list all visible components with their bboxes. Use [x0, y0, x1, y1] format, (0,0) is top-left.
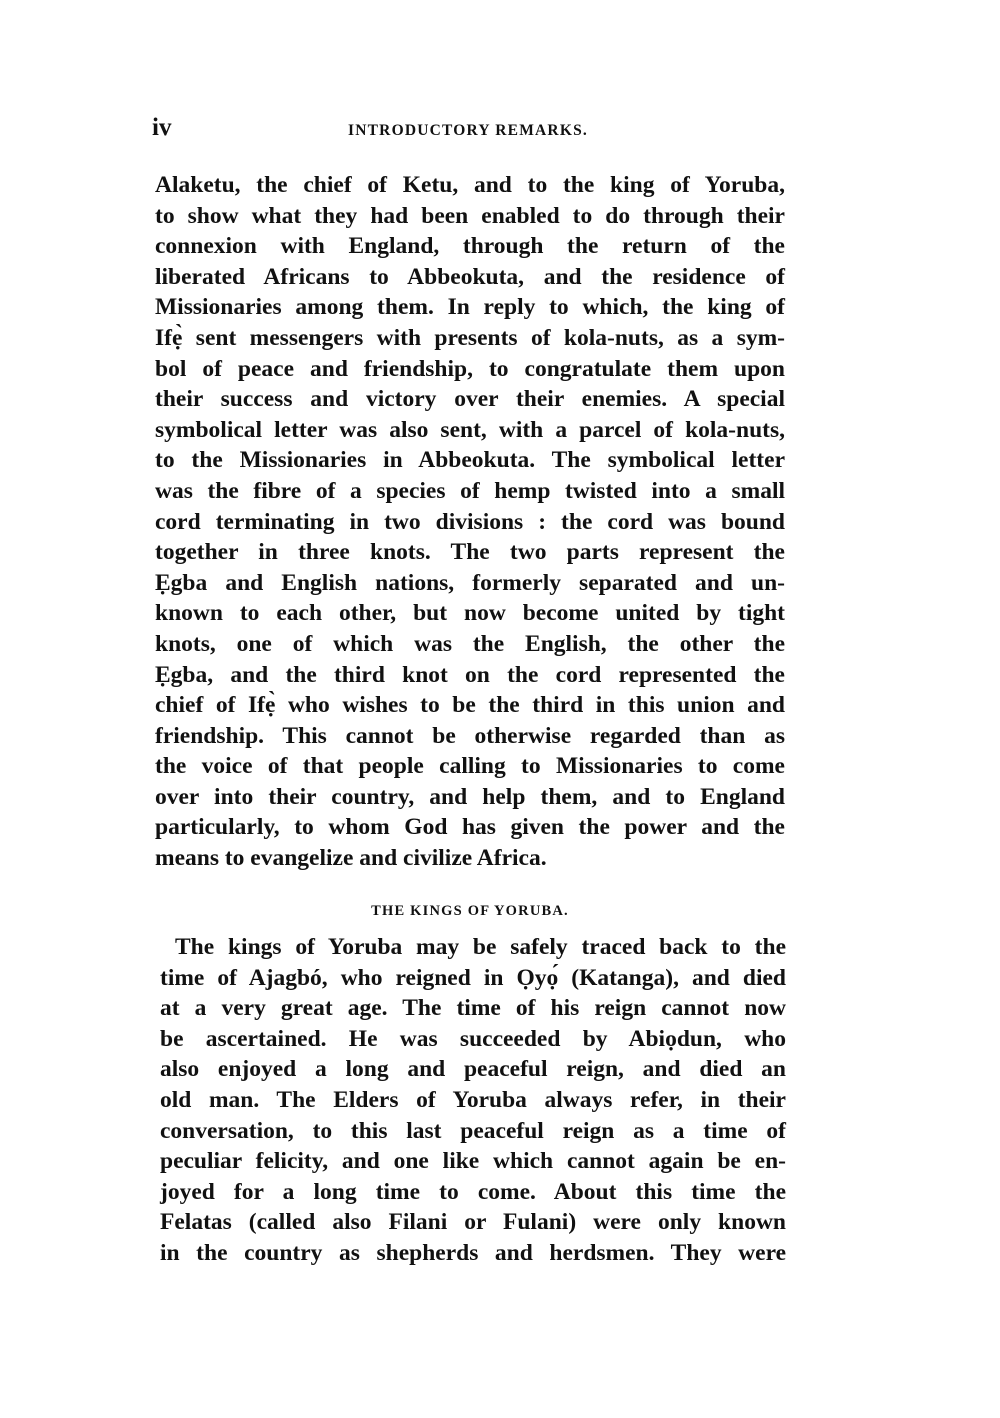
text-line: was the fibre of a species of hemp twisted into a small [155, 477, 785, 504]
text-line: their success and victory over their enemies. A special [155, 386, 785, 413]
text-line: friendship. This cannot be otherwise regarded than as [155, 722, 785, 749]
text-line: The kings of Yoruba may be safely traced back to the [175, 934, 786, 960]
text-line: peculiar felicity, and one like which cannot again be en- [160, 1148, 786, 1175]
page-header [152, 114, 784, 144]
paragraph-1 [155, 170, 785, 874]
text-line: at a very great age. The time of his reign cannot now [160, 995, 786, 1022]
text-line: Ifẹ̀ sent messengers with presents of kola-nuts, as a sym- [155, 324, 785, 351]
text-line: knots, one of which was the English, the other the [155, 630, 785, 657]
text-line: to the Missionaries in Abbeokuta. The symbolical letter [155, 447, 785, 474]
section-heading: THE KINGS OF YORUBA. [371, 903, 569, 919]
text-line: cord terminating in two divisions : the cord was bound [155, 508, 785, 535]
text-line: time of Ajagbó, who reigned in Ọyọ́ (Katanga), and died [160, 964, 786, 991]
text-line: bol of peace and friendship, to congratulate them upon [155, 355, 785, 382]
text-line: connexion with England, through the return of the [155, 233, 785, 260]
text-line: symbolical letter was also sent, with a parcel of kola-nuts, [155, 416, 785, 443]
text-line: also enjoyed a long and peaceful reign, and died an [160, 1056, 786, 1083]
text-line: known to each other, but now become united by tight [155, 600, 785, 627]
text-line: the voice of that people calling to Missionaries to come [155, 753, 785, 780]
text-line: means to evangelize and civilize Africa. [155, 845, 547, 872]
text-line: Missionaries among them. In reply to which, the king of [155, 294, 785, 321]
page-number: iv [152, 114, 172, 141]
text-line: over into their country, and help them, and to England [155, 783, 785, 810]
text-line: Alaketu, the chief of Ketu, and to the king of Yoruba, [155, 172, 785, 198]
running-title: INTRODUCTORY REMARKS. [348, 122, 588, 139]
text-line: old man. The Elders of Yoruba always refer, in their [160, 1086, 786, 1113]
paragraph-2 [160, 932, 786, 1269]
text-line: chief of Ifẹ̀ who wishes to be the third in this union and [155, 692, 785, 719]
text-line: together in three knots. The two parts represent the [155, 539, 785, 566]
text-line: joyed for a long time to come. About this time the [160, 1178, 786, 1205]
text-line: Ẹgba and English nations, formerly separated and un- [155, 569, 785, 596]
text-line: to show what they had been enabled to do through their [155, 202, 785, 229]
text-line: be ascertained. He was succeeded by Abiọdun, who [160, 1025, 786, 1052]
text-line: liberated Africans to Abbeokuta, and the residence of [155, 263, 785, 290]
text-line: Ẹgba, and the third knot on the cord represented the [155, 661, 785, 688]
text-line: particularly, to whom God has given the power and the [155, 814, 785, 841]
text-line: Felatas (called also Filani or Fulani) were only known [160, 1209, 786, 1236]
text-line: in the country as shepherds and herdsmen. They were [160, 1239, 786, 1266]
text-line: conversation, to this last peaceful reign as a time of [160, 1117, 786, 1144]
